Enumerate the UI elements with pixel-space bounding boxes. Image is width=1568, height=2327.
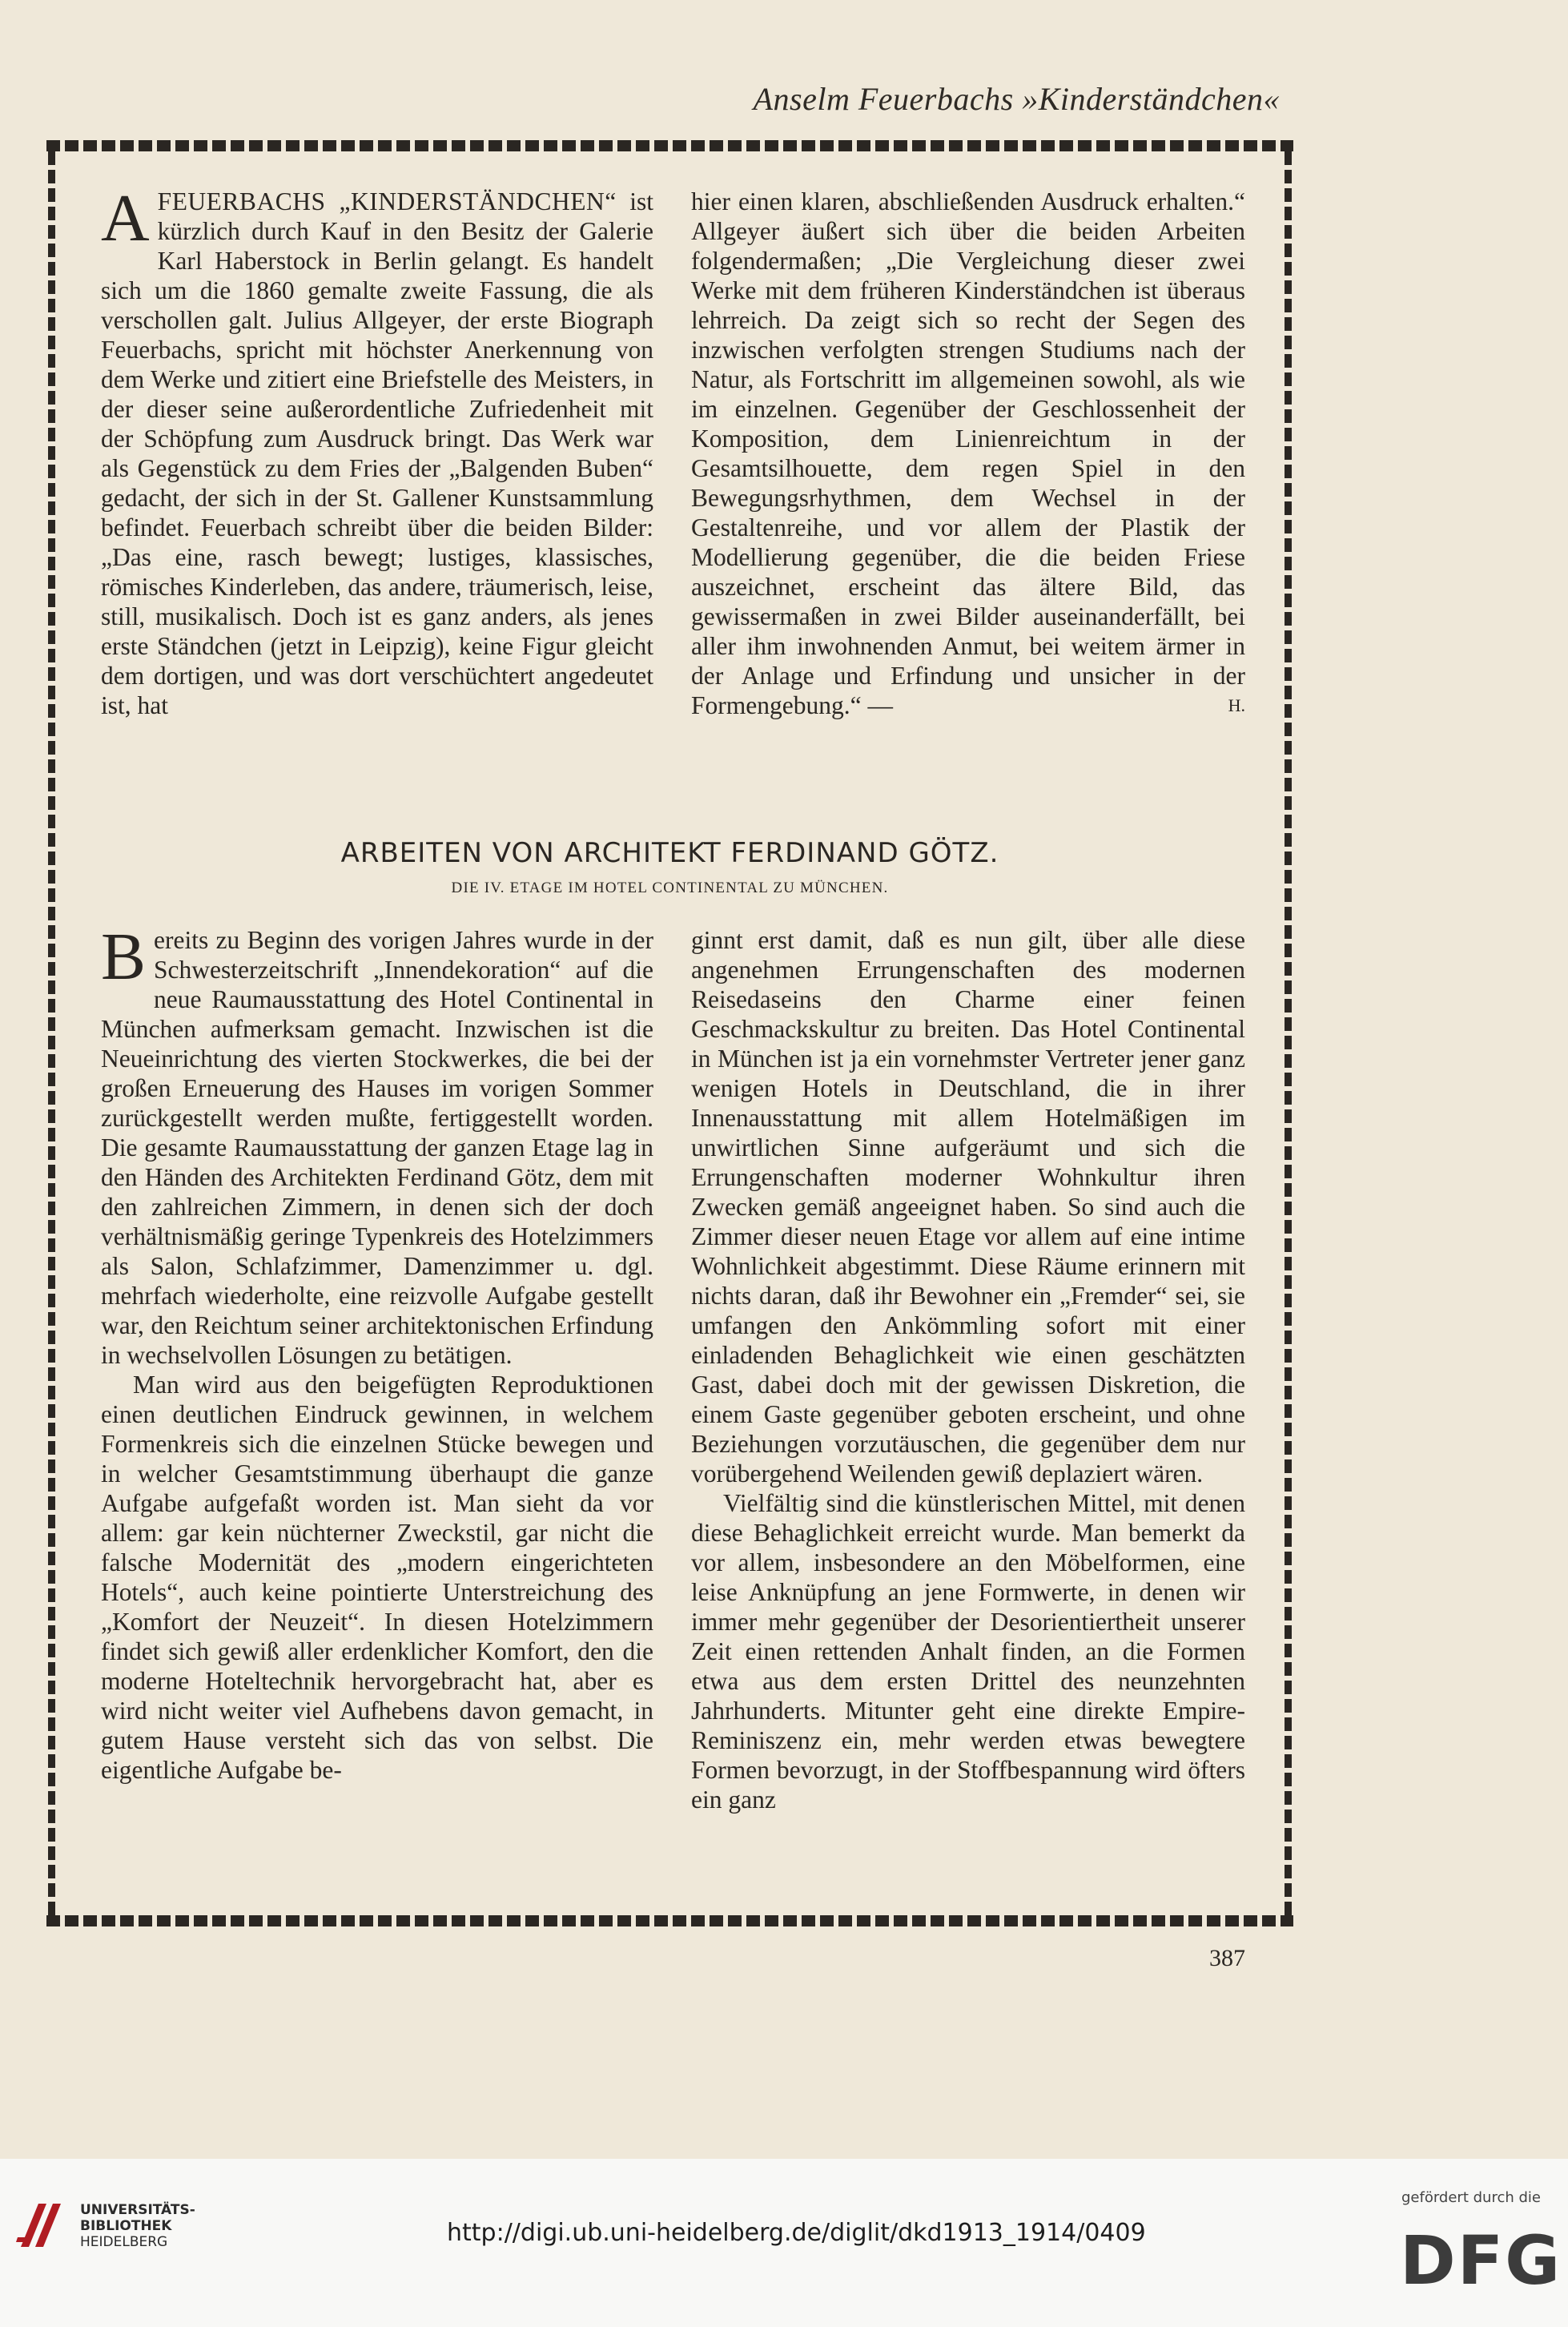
library-name-line-1: UNIVERSITÄTS- <box>80 2202 195 2218</box>
article2-subtitle: DIE IV. ETAGE IM HOTEL CONTINENTAL ZU MÜNCHEN. <box>451 880 889 896</box>
article1-right-column <box>691 187 1245 763</box>
article1-signature: H. <box>1228 695 1245 715</box>
article2-title: ARBEITEN VON ARCHITEKT FERDINAND GÖTZ. <box>340 837 999 869</box>
library-name-line-2: BIBLIOTHEK <box>80 2218 172 2234</box>
page-frame <box>46 140 1293 1926</box>
article2-left-paragraph-2: Man wird aus den beigefügten Reproduktionen einen deutlichen Eindruck gewinnen, in welchem Formenkreis sich die einzelnen Stücke bewegen und in welcher Gesamtstimmung überhaupt die ganze Aufgabe aufgefaßt worden ist. Man sieht da vor allem: gar kein nüchterner Zweckstil, gar nicht die falsche Modernität des „modern eingerichteten Hotels“, auch keine pointierte Unterstreichung des „Komfort der Neuzeit“. In diesen Hotelzimmern findet sich gewiß aller erdenklicher Komfort, den die moderne Hoteltechnik hervorgebracht hat, aber es wird nicht weiter viel Aufhebens davon gemacht, in gutem Hause versteht sich das von selbst. Die eigentliche Aufgabe be- <box>101 1371 653 1784</box>
dfg-logo: DFG <box>1400 2221 1562 2300</box>
article2-right-paragraph-2: Vielfältig sind die künstlerischen Mittel, mit denen diese Behaglichkeit erreicht wurde. Man bemerkt da vor allem, insbesondere an den Möbelformen, eine leise Anknüpfung an jene Formwerte, in denen wir immer mehr gegenüber der Desorientiertheit unserer Zeit einen rettenden Anhalt finden, an die Formen etwa aus dem ersten Drittel des neunzehnten Jahrhunderts. Mitunter geht eine direkte Empire-Reminiszenz ein, mehr werden etwas bewegtere Formen bevorzugt, in der Stoffbespannung wird öfters ein ganz <box>691 1489 1245 1814</box>
article2-left-paragraph-1: ereits zu Beginn des vorigen Jahres wurde in der Schwesterzeitschrift „Innendekoration“ auf die neue Raumausstattung des Hotel Continental in München aufmerksam gemacht. Inzwischen ist die Neueinrichtung des vierten Stockwerkes, die bei der großen Erneuerung des Hauses im vorigen Sommer zurückgestellt werden mußte, fertiggestellt worden. Die gesamte Raumausstattung der ganzen Etage lag in den Händen des Architekten Ferdinand Götz, dem mit den zahlreichen Zimmern, in denen sich der doch verhältnismäßig geringe Typenkreis des Hotelzimmers als Salon, Schlafzimmer, Damenzimmer u. dgl. mehrfach wiederholte, eine reizvolle Aufgabe gestellt war, den Reichtum seiner architektonischen Erfindung in wechselvollen Lösungen zu betätigen. <box>101 926 653 1369</box>
permalink-url[interactable]: http://digi.ub.uni-heidelberg.de/diglit/dkd1913_1914/0409 <box>447 2219 1146 2247</box>
decorative-border-top <box>46 140 1293 151</box>
library-name <box>80 2202 195 2250</box>
article2-right-column <box>691 925 1245 1870</box>
funded-by-label: gefördert durch die <box>1401 2189 1541 2206</box>
article1-left-column <box>101 181 653 763</box>
article2-left-column <box>101 920 653 1870</box>
article2-dropcap: B <box>101 920 147 994</box>
digitization-footer <box>0 2159 1568 2327</box>
running-title: Anselm Feuerbachs »Kinderständchen« <box>753 81 1280 117</box>
university-library-logo-icon <box>14 2197 70 2253</box>
decorative-border-bottom <box>46 1915 1293 1926</box>
decorative-border-right <box>1285 151 1292 1915</box>
library-name-line-3: HEIDELBERG <box>80 2234 168 2250</box>
article1-right-body: hier einen klaren, abschließenden Ausdruck erhalten.“ Allgeyer äußert sich über die beiden Arbeiten folgendermaßen; „Die Vergleichung dieser zwei Werke mit dem früheren Kinderständchen ist überaus lehrreich. Da zeigt sich so recht der Segen des inzwischen verfolgten strengen Studiums nach der Natur, als Fortschritt im allgemeinen sowohl, als wie im einzelnen. Gegenüber der Geschlossenheit der Komposition, dem Linienreichtum in der Gesamtsilhouette, dem regen Spiel in den Bewegungsrhythmen, dem Wechsel in der Gestaltenreihe, und vor allem der Plastik der Modellierung gegenüber, die die beiden Friese auszeichnet, erscheint das ältere Bild, das gewissermaßen in zwei Bilder auseinanderfällt, bei aller ihm inwohnenden Anmut, bei weitem ärmer in der Anlage und Erfindung und unsicher in der Formengebung.“ — <box>691 187 1245 719</box>
article2-right-paragraph-1: ginnt erst damit, daß es nun gilt, über alle diese angenehmen Errungenschaften des modernen Reisedaseins den Charme einer feinen Geschmackskultur zu breiten. Das Hotel Continental in München ist ja ein vornehmster Vertreter jener ganz wenigen Hotels in Deutschland, die in ihrer Innenausstattung mit allem Hotelmäßigen im unwirtlichen Sinne aufgeräumt und sich die Errungenschaften moderner Wohnkultur ihren Zwecken gemäß angeeignet haben. So sind auch die Zimmer dieser neuen Etage vor allem auf eine intime Wohnlichkeit abgestimmt. Diese Räume erinnern mit nichts daran, daß ihr Bewohner ein „Fremder“ sei, sie umfangen den Ankömmling sofort mit einer einladenden Behaglichkeit wie einen geschätzten Gast, dabei doch mit der gewissen Diskretion, die einem Gaste gegenüber geboten erscheint, und ohne Beziehungen vorzutäuschen, die gegenüber dem nur vorübergehend Weilenden gewiß deplaziert wären. <box>691 926 1245 1488</box>
decorative-border-left <box>48 151 55 1915</box>
article1-lead-caps: FEUERBACHS „KINDERSTÄNDCHEN“ <box>157 187 617 215</box>
article1-left-body: ist kürzlich durch Kauf in den Besitz der Galerie Karl Haberstock in Berlin gelangt. Es handelt sich um die 1860 gemalte zweite Fassung, die als verschollen galt. Julius Allgeyer, der erste Biograph Feuerbachs, spricht mit höchster Anerkennung von dem Werke und zitiert eine Briefstelle des Meisters, in der dieser seine außerordentliche Zufriedenheit mit der Schöpfung zum Ausdruck bringt. Das Werk war als Gegenstück zu dem Fries der „Balgenden Buben“ gedacht, der sich in der St. Gallener Kunstsammlung befindet. Feuerbach schreibt über die beiden Bilder: „Das eine, rasch bewegt; lustiges, klassisches, römisches Kinderleben, das andere, träumerisch, leise, still, musikalisch. Doch ist es ganz anders, als jenes erste Ständchen (jetzt in Leipzig), keine Figur gleicht dem dortigen, und was dort verschüchtert angedeutet ist, hat <box>101 187 653 719</box>
article1-dropcap: A <box>101 181 150 256</box>
page-number: 387 <box>1209 1945 1245 1971</box>
